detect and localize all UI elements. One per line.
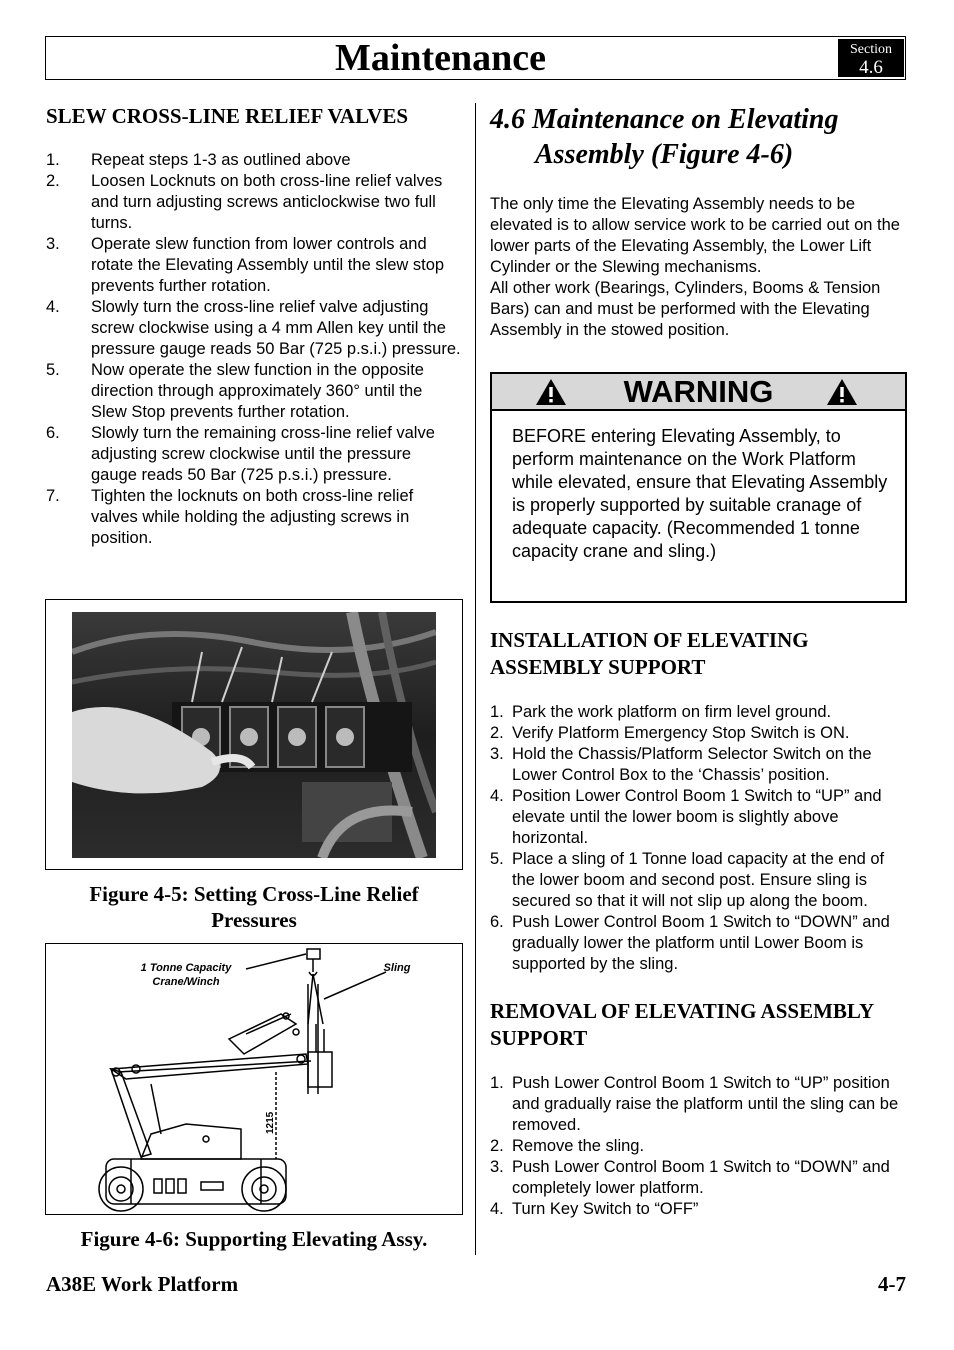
removal-steps-list xyxy=(490,1073,910,1220)
warning-text: BEFORE entering Elevating Assembly, to perform maintenance on the Work Platform while elevated, ensure that Elevating Assembly is properly supported by suitable cranage of adequate capacity. (Recommended 1 tonne capacity crane and sling.) xyxy=(512,426,888,561)
list-item: 6. Slowly turn the remaining cross-line relief valve adjusting screw clockwise until the pressure gauge reads 50 Bar (725 p.s.i.) pressure. xyxy=(46,424,435,484)
figure-4-6-frame xyxy=(45,943,463,1215)
list-item: 1. Park the work platform on firm level ground. xyxy=(490,703,832,721)
right-column xyxy=(490,102,910,341)
sling-label: Sling xyxy=(383,962,411,974)
left-column xyxy=(46,103,461,549)
list-item: 5. Now operate the slew function in the opposite direction through approximately 360° until the Slew Stop prevents further rotation. xyxy=(46,361,424,421)
list-item: 3. Hold the Chassis/Platform Selector Switch on the Lower Control Box to the ‘Chassis’ position. xyxy=(490,745,872,784)
slew-heading: SLEW CROSS-LINE RELIEF VALVES xyxy=(46,104,409,128)
list-item: 4. Slowly turn the cross-line relief valve adjusting screw clockwise using a 4 mm Allen key until the pressure gauge reads 50 Bar (725 p.s.i.) pressure. xyxy=(46,298,461,358)
list-item: 3. Push Lower Control Boom 1 Switch to “DOWN” and completely lower platform. xyxy=(490,1158,890,1197)
list-item: 7. Tighten the locknuts on both cross-line relief valves while holding the adjusting screws in position. xyxy=(46,487,414,547)
column-divider xyxy=(475,103,476,1255)
crane-label-line2: Crane/Winch xyxy=(152,976,220,988)
section-badge xyxy=(838,39,904,77)
intro-paragraph-1: The only time the Elevating Assembly needs to be elevated is to allow service work to be carried out on the lower parts of the Elevating Assembly, the Lower Lift Cylinder or the Slewing mechanisms. xyxy=(490,195,900,276)
figure-4-5-frame xyxy=(45,599,463,870)
warning-title: WARNING xyxy=(623,374,774,409)
page-header xyxy=(45,36,906,80)
elevating-assembly-diagram xyxy=(46,944,462,1214)
figure-4-5-caption: Figure 4-5: Setting Cross-Line Relief Pressures xyxy=(89,882,419,932)
warning-box xyxy=(490,372,907,603)
list-item: 4. Turn Key Switch to “OFF” xyxy=(490,1200,699,1218)
intro-paragraph-2: All other work (Bearings, Cylinders, Booms & Tension Bars) can and must be performed with the Elevating Assembly in the stowed position. xyxy=(490,279,881,339)
list-item: 6. Push Lower Control Boom 1 Switch to “DOWN” and gradually lower the platform until Lower Boom is supported by the sling. xyxy=(490,913,890,973)
list-item: 1. Push Lower Control Boom 1 Switch to “UP” position and gradually raise the platform until the sling can be removed. xyxy=(490,1074,899,1134)
section-heading-line1: 4.6 Maintenance on Elevating xyxy=(490,104,839,135)
slew-steps-list xyxy=(46,150,461,549)
installation-steps-list xyxy=(490,702,910,975)
section-heading-line2: Assembly (Figure 4-6) xyxy=(535,139,794,170)
list-item: 4. Position Lower Control Boom 1 Switch to “UP” and elevate until the lower boom is slightly above horizontal. xyxy=(490,787,882,847)
dimension-label: 1215 xyxy=(265,1111,276,1134)
section-number: 4.6 xyxy=(859,57,883,78)
page-title: Maintenance xyxy=(334,37,547,79)
crane-label-line1: 1 Tonne Capacity xyxy=(140,962,232,974)
section-label: Section xyxy=(850,42,892,57)
list-item: 3. Operate slew function from lower controls and rotate the Elevating Assembly until the slew stop prevents further rotation. xyxy=(46,235,445,295)
installation-heading: INSTALLATION OF ELEVATING ASSEMBLY SUPPORT xyxy=(490,628,809,679)
list-item: 2. Remove the sling. xyxy=(490,1137,645,1155)
list-item: 2. Loosen Locknuts on both cross-line relief valves and turn adjusting screws anticlockwise two full turns. xyxy=(46,172,443,232)
list-item: 1. Repeat steps 1-3 as outlined above xyxy=(46,151,351,169)
footer-product-name: A38E Work Platform xyxy=(46,1272,239,1296)
removal-heading: REMOVAL OF ELEVATING ASSEMBLY SUPPORT xyxy=(490,999,874,1050)
intro-text xyxy=(490,194,910,341)
list-item: 5. Place a sling of 1 Tonne load capacity at the end of the lower boom and second post. Ensure sling is secured so that it will not slip up along the boom. xyxy=(490,850,885,910)
figure-4-6-caption: Figure 4-6: Supporting Elevating Assy. xyxy=(80,1227,428,1251)
warning-triangle-icon xyxy=(825,377,859,407)
valve-photo xyxy=(72,612,436,858)
footer-page-number: 4-7 xyxy=(878,1272,906,1296)
section-heading xyxy=(490,102,910,172)
warning-title-bar xyxy=(492,374,905,411)
list-item: 2. Verify Platform Emergency Stop Switch is ON. xyxy=(490,724,850,742)
